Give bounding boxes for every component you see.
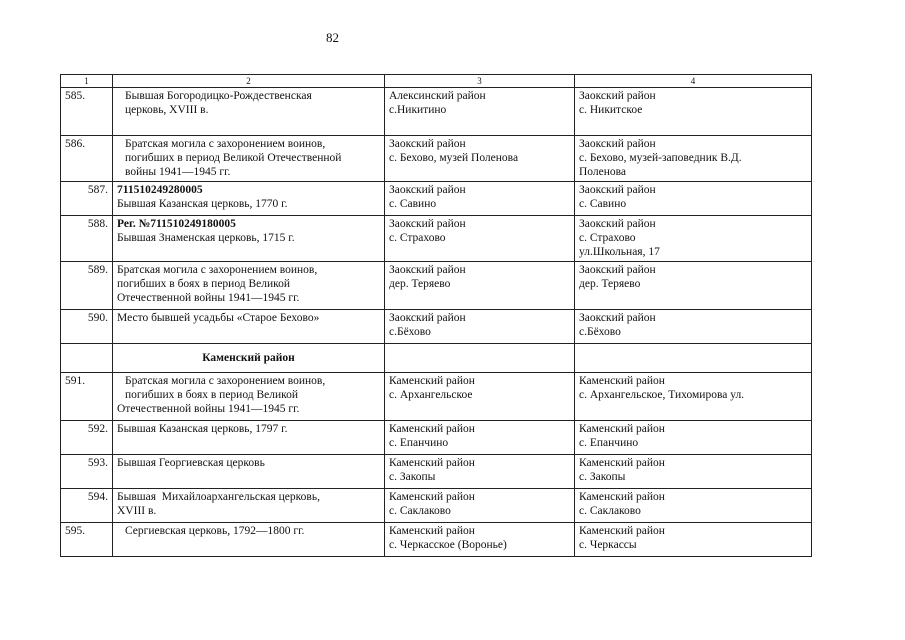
address-line: Каменский район [579, 525, 665, 537]
location-line: Каменский район [389, 457, 475, 469]
location-line: с. Бехово, музей Поленова [389, 152, 519, 164]
address-line: Каменский район [579, 491, 665, 503]
location-cell [385, 216, 575, 262]
location-line: Алексинский район [389, 90, 486, 102]
object-name-line: Братская могила с захоронением воинов, [117, 264, 318, 276]
address-line: с. Черкассы [579, 539, 637, 551]
column-header: 1 [61, 75, 113, 88]
object-name-line: Отечественной войны 1941—1945 гг. [117, 403, 300, 415]
object-name-cell [113, 523, 385, 557]
address-cell [575, 455, 812, 489]
object-name-line: Отечественной войны 1941—1945 гг. [117, 292, 300, 304]
heritage-registry-table [60, 74, 812, 557]
object-name-cell [113, 455, 385, 489]
location-line: с. Саклаково [389, 505, 451, 517]
page-number: 82 [326, 30, 339, 45]
address-cell [575, 310, 812, 344]
section-title-cell [113, 344, 385, 373]
object-name-cell [113, 421, 385, 455]
section-empty-cell [575, 344, 812, 373]
table-row [61, 310, 812, 344]
location-cell [385, 310, 575, 344]
location-line: с. Закопы [389, 471, 436, 483]
address-line: с. Саклаково [579, 505, 641, 517]
object-name-line: Место бывшей усадьбы «Старое Бехово» [117, 312, 320, 324]
location-line: с.Бёхово [389, 326, 431, 338]
object-name-line: церковь, XVIII в. [125, 104, 209, 116]
location-line: с. Савино [389, 198, 437, 210]
table-row [61, 216, 812, 262]
address-line: Заокский район [579, 90, 656, 102]
table-row [61, 373, 812, 421]
object-name-cell [113, 310, 385, 344]
location-line: Каменский район [389, 491, 475, 503]
location-line: дер. Теряево [389, 278, 451, 290]
object-name-cell [113, 88, 385, 136]
object-name-line: погибших в боях в период Великой [117, 278, 291, 290]
address-cell [575, 182, 812, 216]
address-cell [575, 88, 812, 136]
section-number-cell [61, 344, 113, 373]
location-line: с.Никитино [389, 104, 447, 116]
location-line: с. Епанчино [389, 437, 449, 449]
table-row [61, 455, 812, 489]
table-row [61, 421, 812, 455]
location-cell [385, 489, 575, 523]
location-cell [385, 523, 575, 557]
table-row [61, 88, 812, 136]
location-line: Заокский район [389, 184, 466, 196]
section-empty-cell [385, 344, 575, 373]
object-name-cell [113, 489, 385, 523]
object-name-line: Бывшая Казанская церковь, 1770 г. [117, 198, 288, 210]
location-line: Заокский район [389, 218, 466, 230]
location-line: с. Архангельское [389, 389, 473, 401]
row-number: 587. [61, 182, 113, 216]
section-row [61, 344, 812, 373]
location-line: Каменский район [389, 375, 475, 387]
column-header: 2 [113, 75, 385, 88]
address-line: с. Савино [579, 198, 627, 210]
address-line: Заокский район [579, 184, 656, 196]
object-name-cell [113, 262, 385, 310]
address-line: Каменский район [579, 457, 665, 469]
registry-number: Рег. №711510249180005 [117, 218, 236, 230]
column-header-row [61, 75, 812, 88]
registry-number: 711510249280005 [117, 184, 203, 196]
column-header: 4 [575, 75, 812, 88]
object-name-line: XVIII в. [117, 505, 157, 517]
object-name-line: Бывшая Знаменская церковь, 1715 г. [117, 232, 295, 244]
row-number: 588. [61, 216, 113, 262]
address-cell [575, 421, 812, 455]
row-number: 591. [61, 373, 113, 421]
row-number: 592. [61, 421, 113, 455]
row-number: 589. [61, 262, 113, 310]
location-line: с. Черкасское (Воронье) [389, 539, 507, 551]
row-number: 586. [61, 136, 113, 182]
address-cell [575, 489, 812, 523]
location-cell [385, 373, 575, 421]
row-number: 594. [61, 489, 113, 523]
object-name-line: Бывшая Георгиевская церковь [117, 457, 265, 469]
row-number: 590. [61, 310, 113, 344]
location-cell [385, 88, 575, 136]
location-line: Заокский район [389, 264, 466, 276]
address-line: с. Закопы [579, 471, 626, 483]
object-name-cell [113, 373, 385, 421]
address-cell [575, 523, 812, 557]
address-line: Заокский район [579, 264, 656, 276]
table-row [61, 136, 812, 182]
address-line: Заокский район [579, 312, 656, 324]
object-name-line: Братская могила с захоронением воинов, [125, 375, 326, 387]
address-cell [575, 262, 812, 310]
location-line: Каменский район [389, 423, 475, 435]
location-cell [385, 262, 575, 310]
column-header: 3 [385, 75, 575, 88]
address-line: с. Архангельское, Тихомирова ул. [579, 389, 745, 401]
address-line: Поленова [579, 166, 627, 178]
address-line: Каменский район [579, 375, 665, 387]
address-line: с. Страхово [579, 232, 636, 244]
address-line: с. Бехово, музей-заповедник В.Д. [579, 152, 742, 164]
table-row [61, 489, 812, 523]
object-name-cell [113, 182, 385, 216]
address-line: с. Епанчино [579, 437, 639, 449]
location-line: Каменский район [389, 525, 475, 537]
object-name-line: Сергиевская церковь, 1792—1800 гг. [125, 525, 305, 537]
object-name-line: Бывшая Михайлоархангельская церковь, [117, 491, 320, 503]
table-row [61, 182, 812, 216]
table-row [61, 262, 812, 310]
object-name-line: Братская могила с захоронением воинов, [125, 138, 326, 150]
object-name-cell [113, 136, 385, 182]
location-line: Заокский район [389, 312, 466, 324]
table-row [61, 523, 812, 557]
object-name-line: Бывшая Богородицко-Рождественская [125, 90, 312, 102]
address-line: с.Бёхово [579, 326, 621, 338]
location-cell [385, 182, 575, 216]
object-name-cell [113, 216, 385, 262]
address-line: Заокский район [579, 138, 656, 150]
address-line: Каменский район [579, 423, 665, 435]
address-cell [575, 216, 812, 262]
location-line: с. Страхово [389, 232, 446, 244]
address-cell [575, 373, 812, 421]
address-line: дер. Теряево [579, 278, 641, 290]
location-cell [385, 136, 575, 182]
object-name-line: погибших в боях в период Великой [125, 389, 299, 401]
row-number: 585. [61, 88, 113, 136]
object-name-line: погибших в период Великой Отечественной [125, 152, 342, 164]
row-number: 593. [61, 455, 113, 489]
object-name-line: войны 1941—1945 гг. [125, 166, 231, 178]
address-line: ул.Школьная, 17 [579, 246, 660, 258]
object-name-line: Бывшая Казанская церковь, 1797 г. [117, 423, 288, 435]
location-cell [385, 421, 575, 455]
location-line: Заокский район [389, 138, 466, 150]
address-line: с. Никитское [579, 104, 643, 116]
section-title: Каменский район [202, 352, 295, 364]
address-cell [575, 136, 812, 182]
address-line: Заокский район [579, 218, 656, 230]
location-cell [385, 455, 575, 489]
row-number: 595. [61, 523, 113, 557]
